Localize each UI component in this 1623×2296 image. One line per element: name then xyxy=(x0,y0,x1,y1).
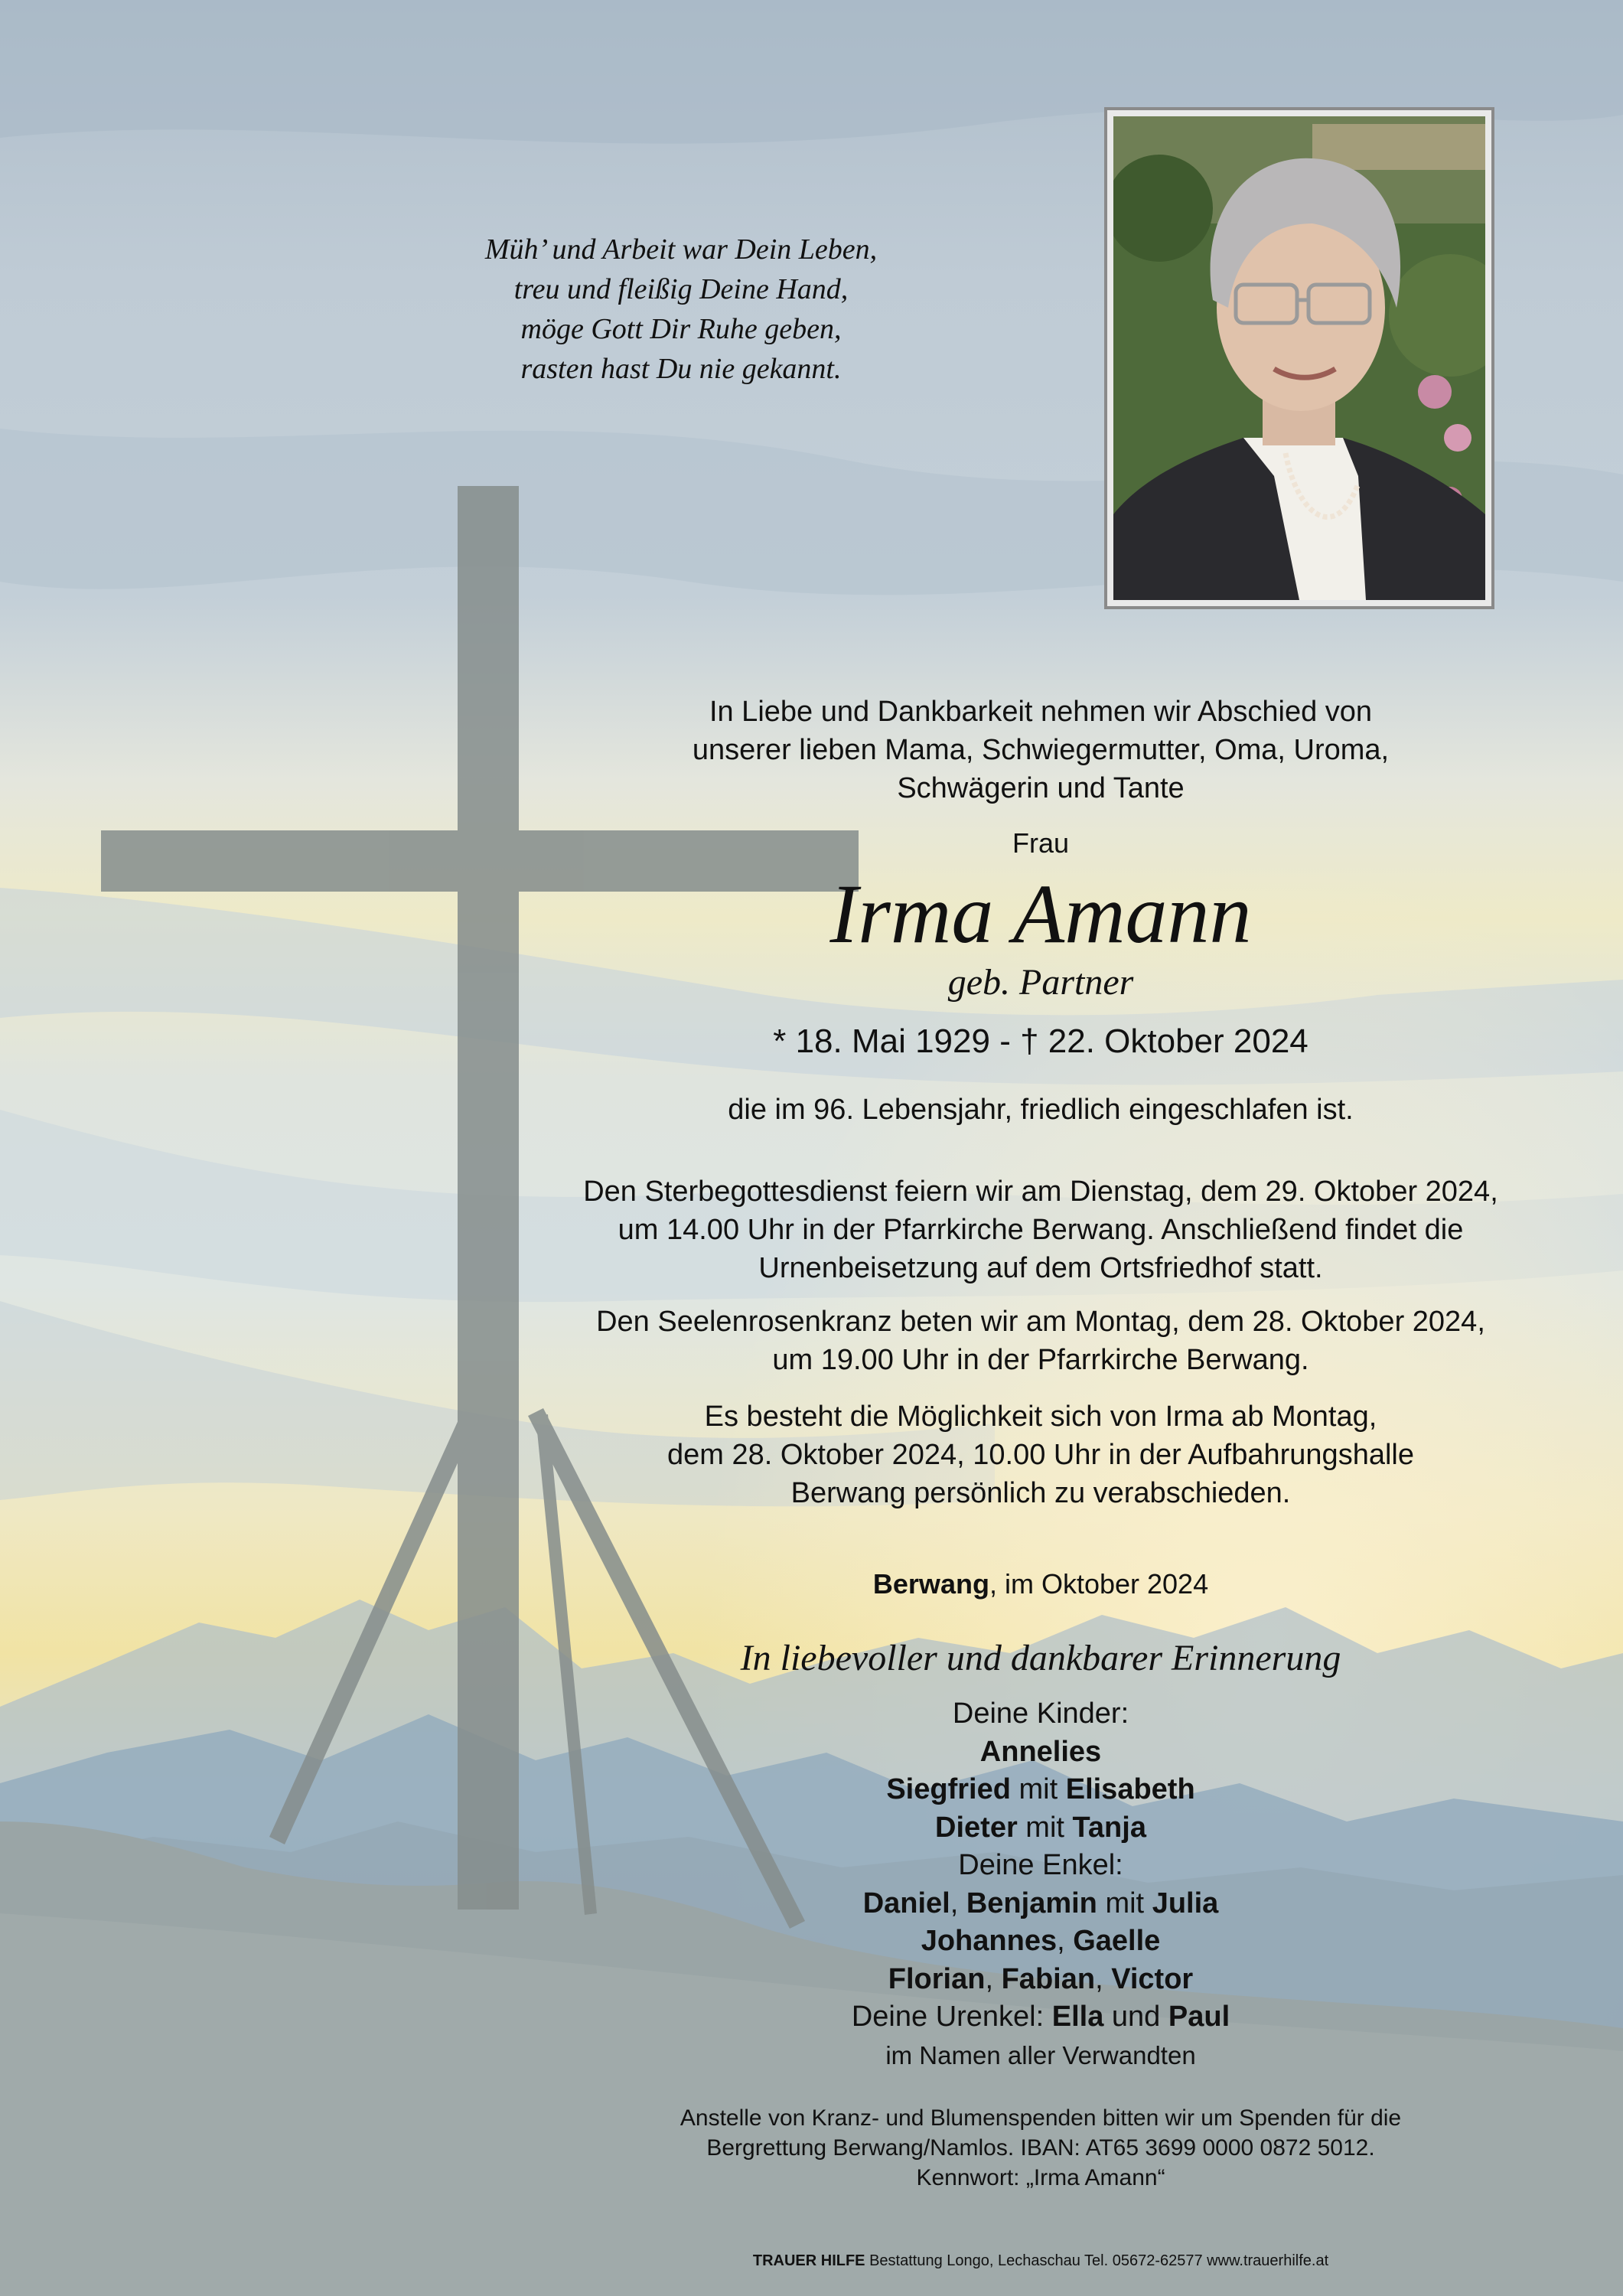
footer-brand: TRAUER HILFE xyxy=(752,2252,865,2269)
date-text: , im Oktober 2024 xyxy=(989,1568,1209,1600)
child-row xyxy=(497,1771,1584,1809)
memory-line: In liebevoller und dankbarer Erinnerung xyxy=(740,1638,1341,1678)
funeral-service-text xyxy=(497,1172,1584,1287)
poem-line: Müh’ und Arbeit war Dein Leben, xyxy=(484,233,878,266)
connector: und xyxy=(1103,2001,1168,2033)
age-line: die im 96. Lebensjahr, friedlich eingeschlafen ist. xyxy=(728,1094,1354,1126)
family-list xyxy=(497,1695,1584,2074)
grandchildren-label: Deine Enkel: xyxy=(958,1849,1123,1881)
grandchild-row xyxy=(497,1885,1584,1923)
salutation: Frau xyxy=(1012,827,1070,859)
footer-text: Bestattung Longo, Lechaschau Tel. 05672-62577 www.trauerhilfe.at xyxy=(865,2252,1329,2269)
partner-name: Elisabeth xyxy=(1065,1773,1195,1805)
text-line: Den Seelenrosenkranz beten wir am Montag, dem 28. Oktober 2024, xyxy=(596,1306,1485,1338)
intro-line: Schwägerin und Tante xyxy=(897,772,1185,804)
text-line: Urnenbeisetzung auf dem Ortsfriedhof statt. xyxy=(758,1252,1323,1284)
grandchild-name: Benjamin xyxy=(966,1887,1097,1919)
donation-note xyxy=(497,2103,1584,2193)
text-line: um 14.00 Uhr in der Pfarrkirche Berwang. Anschließend findet die xyxy=(618,1214,1464,1246)
donation-line: Kennwort: „Irma Amann“ xyxy=(916,2165,1165,2190)
donation-line: Anstelle von Kranz- und Blumenspenden bitten wir um Spenden für die xyxy=(680,2105,1402,2131)
connector: mit xyxy=(1017,1811,1073,1844)
intro-text xyxy=(497,693,1584,807)
text-line: dem 28. Oktober 2024, 10.00 Uhr in der Aufbahrungshalle xyxy=(667,1439,1414,1471)
text-line: Es besteht die Möglichkeit sich von Irma ab Montag, xyxy=(704,1401,1377,1433)
maiden-name: geb. Partner xyxy=(947,962,1134,1003)
poem-line: möge Gott Dir Ruhe geben, xyxy=(520,313,842,345)
connector: mit xyxy=(1097,1887,1152,1919)
great-grandchildren-label: Deine Urenkel: xyxy=(851,2001,1052,2033)
grandchild-name: Johannes xyxy=(921,1925,1058,1957)
place-date xyxy=(497,1565,1584,1603)
partner-name: Tanja xyxy=(1072,1811,1146,1844)
child-name: Siegfried xyxy=(886,1773,1011,1805)
separator: , xyxy=(1095,1962,1112,1995)
deceased-name: Irma Amann xyxy=(829,867,1252,960)
relatives-line: im Namen aller Verwandten xyxy=(885,2040,1196,2069)
text-line: um 19.00 Uhr in der Pfarrkirche Berwang. xyxy=(772,1344,1309,1376)
rosary-text xyxy=(497,1303,1584,1379)
child-row xyxy=(497,1733,1584,1772)
viewing-text xyxy=(497,1397,1584,1512)
poem-line: treu und fleißig Deine Hand, xyxy=(513,273,849,305)
text-line: Berwang persönlich zu verabschieden. xyxy=(790,1477,1291,1509)
child-name: Annelies xyxy=(979,1735,1102,1768)
grandchild-name: Victor xyxy=(1111,1962,1194,1995)
great-grandchildren-row xyxy=(497,1998,1584,2037)
donation-line: Bergrettung Berwang/Namlos. IBAN: AT65 3699 0000 0872 5012. xyxy=(706,2135,1375,2161)
separator: , xyxy=(1057,1925,1074,1957)
grandchild-name: Gaelle xyxy=(1073,1925,1161,1957)
portrait-photo xyxy=(1104,107,1494,609)
text-line: Den Sterbegottesdienst feiern wir am Dienstag, dem 29. Oktober 2024, xyxy=(583,1176,1498,1208)
connector: mit xyxy=(1010,1773,1066,1805)
grandchild-name: Daniel xyxy=(862,1887,950,1919)
footer xyxy=(497,2250,1584,2272)
portrait-image xyxy=(1113,116,1485,600)
intro-line: unserer lieben Mama, Schwiegermutter, Oma, Uroma, xyxy=(692,734,1390,766)
grandchild-row xyxy=(497,1923,1584,1961)
great-grandchild-name: Paul xyxy=(1168,2001,1230,2033)
child-row xyxy=(497,1809,1584,1848)
intro-line: In Liebe und Dankbarkeit nehmen wir Abschied von xyxy=(709,696,1373,728)
grandchild-name: Fabian xyxy=(1001,1962,1096,1995)
grandchild-row xyxy=(497,1961,1584,1999)
life-dates: * 18. Mai 1929 - † 22. Oktober 2024 xyxy=(773,1022,1309,1060)
children-label: Deine Kinder: xyxy=(952,1698,1129,1730)
grandchild-name: Florian xyxy=(888,1962,986,1995)
separator: , xyxy=(985,1962,1002,1995)
separator: , xyxy=(950,1887,966,1919)
child-name: Dieter xyxy=(935,1811,1018,1844)
partner-name: Julia xyxy=(1152,1887,1219,1919)
poem-line: rasten hast Du nie gekannt. xyxy=(520,353,842,385)
great-grandchild-name: Ella xyxy=(1051,2001,1104,2033)
poem xyxy=(398,230,964,389)
place-name: Berwang xyxy=(872,1568,989,1600)
